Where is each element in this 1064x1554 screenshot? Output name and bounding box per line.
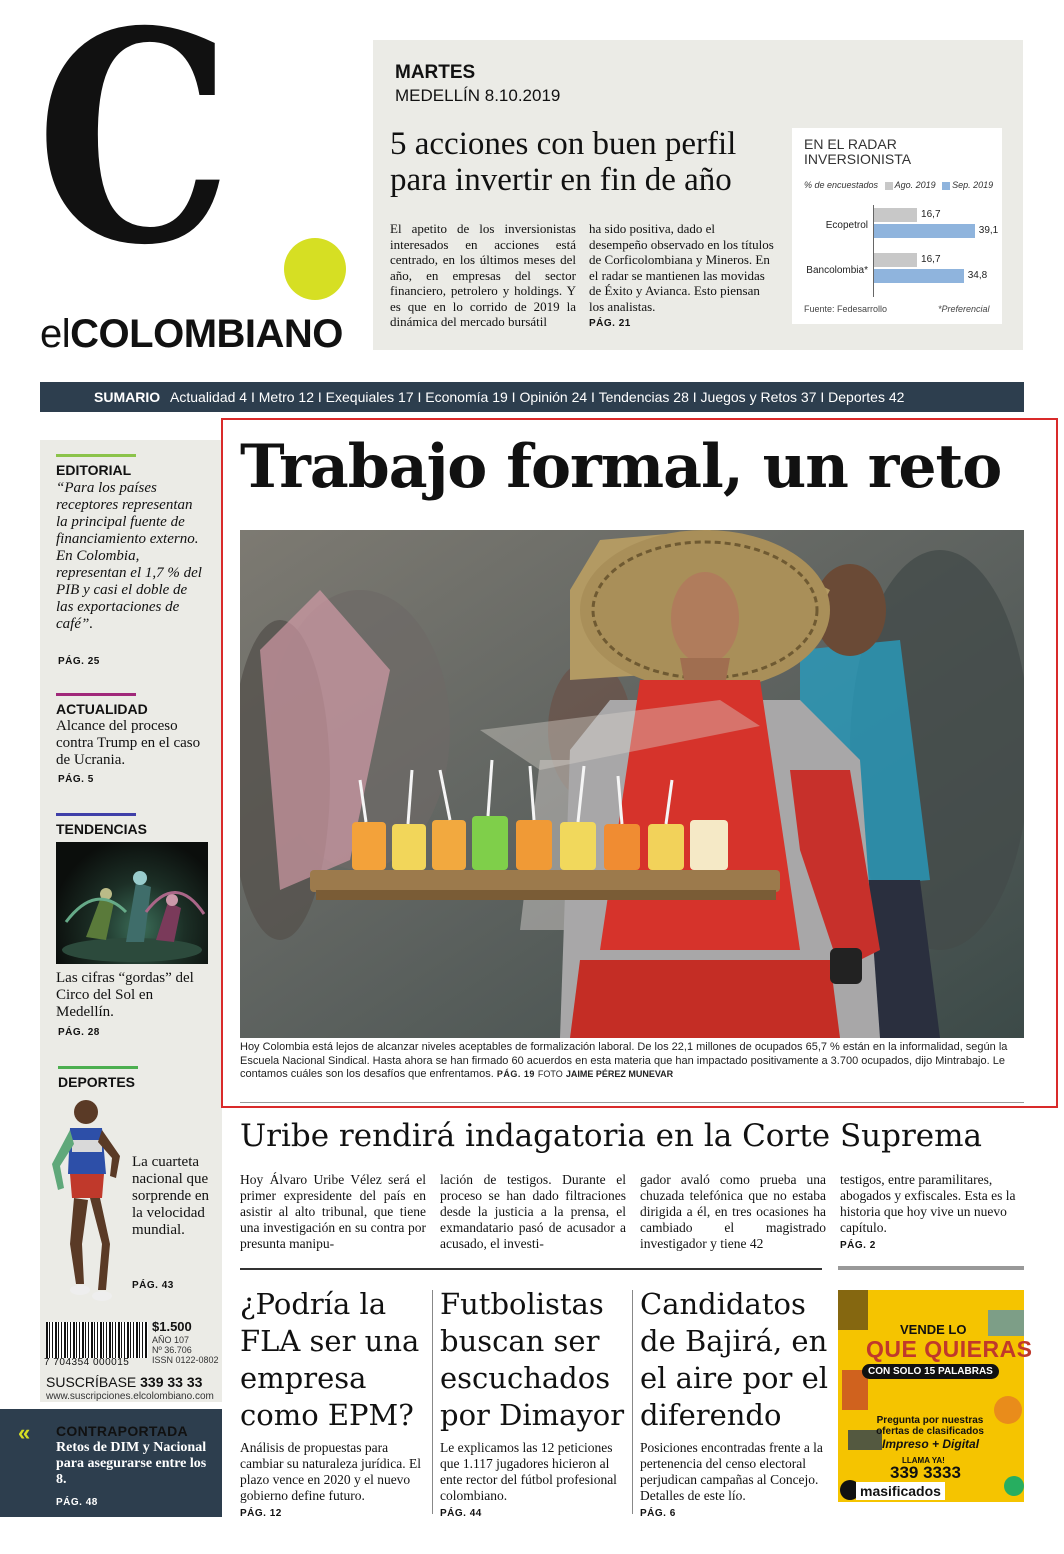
price: $1.500 [152, 1319, 192, 1334]
actualidad-title: ACTUALIDAD [56, 701, 148, 717]
caption-pag[interactable]: PÁG. 19 [496, 1069, 535, 1079]
tendencias-photo[interactable] [56, 842, 208, 964]
logo-el: el [40, 312, 71, 356]
contraportada-text[interactable]: Retos de DIM y Nacional para asegurarse entre los 8. [56, 1440, 207, 1487]
main-caption [240, 1041, 1024, 1082]
lower-text-1-body: Análisis de propuestas para cambiar su naturaleza jurídica. El plazo vence en 2020 y el nuevo gobierno define futuro. [240, 1440, 422, 1503]
top-story-pag[interactable]: PÁG. 21 [589, 318, 631, 329]
editorial-pag[interactable]: PÁG. 25 [58, 656, 100, 667]
uribe-col-2: lación de testigos. Durante el proceso se han dado filtraciones desde la justicia a la prensa, el exmandatario pasó de acusador a acusado, el investi- [440, 1172, 626, 1251]
subscribe-label: SUSCRÍBASE [46, 1374, 137, 1390]
divider [240, 1268, 822, 1270]
ad-palabras: CON SOLO 15 PALABRAS [862, 1364, 999, 1379]
chart-bar [874, 269, 964, 283]
actualidad-accent [56, 693, 136, 696]
uribe-headline[interactable]: Uribe rendirá indagatoria en la Corte Suprema [240, 1118, 983, 1154]
ad-que-quieras: QUE QUIERAS [866, 1336, 1033, 1362]
bar-value-label: 16,7 [921, 254, 941, 265]
column-rule [432, 1290, 433, 1514]
main-photo[interactable] [240, 530, 1024, 1038]
tendencias-pag[interactable]: PÁG. 28 [58, 1027, 100, 1038]
lower-text-2-body: Le explicamos las 12 peticiones que 1.117 jugadores hicieron al ente rector del fútbol profesional colombiano. [440, 1440, 617, 1503]
actualidad-pag[interactable]: PÁG. 5 [58, 774, 94, 785]
editorial-accent [56, 454, 136, 457]
edition-year: AÑO 107 [152, 1335, 190, 1345]
bar-value-label: 39,1 [978, 225, 999, 236]
edition-number: Nº 36.706 [152, 1345, 192, 1355]
chart-note: *Preferencial [938, 304, 990, 314]
barcode [46, 1322, 148, 1358]
tendencias-title: TENDENCIAS [56, 821, 148, 837]
tendencias-accent [56, 813, 136, 816]
chart-legend [804, 180, 993, 190]
editorial-title: EDITORIAL [56, 462, 132, 478]
divider [838, 1266, 1024, 1270]
lower-pag-3[interactable]: PÁG. 6 [640, 1508, 676, 1519]
lower-headline-2[interactable]: Futbolistas buscan ser escuchados por Dimayor [440, 1287, 625, 1432]
uribe-col-3: gador avaló como prueba una chuzada telefónica que no estaba dirigida a él, en tres ocasiones ha cambiado el magistrado investigador y tiene 42 [640, 1172, 826, 1251]
sumario-label: SUMARIO [94, 389, 161, 405]
logo-letter: C [36, 0, 233, 309]
juice-vendor-illustration [240, 530, 1024, 1038]
subscribe-url[interactable]: www.suscripciones.elcolombiano.com [46, 1391, 214, 1402]
deportes-pag[interactable]: PÁG. 43 [132, 1280, 174, 1291]
top-story-col-1: El apetito de los inversionistas interesados en acciones está centrado, en los últimos meses del año, en empresas del sector financiero, petrolero y holdings. Y es que en lo corrido de 2019 la dinámica del mercado bursátil [390, 221, 576, 329]
category-label: Bancolombia* [806, 265, 868, 276]
top-story-col-2-text: ha sido positiva, dado el desempeño observado en los títulos de Corficolombiana y Mineros. En el radar se mantienen las movidas de Éxito y Avianca. Esto piensan los analistas. [589, 221, 774, 314]
juice-cups [352, 816, 728, 870]
edition-info [152, 1335, 219, 1365]
ad-brand: masificados [856, 1482, 945, 1500]
logo-name: COLOMBIANO [70, 312, 343, 356]
legend-label-sep: Sep. 2019 [952, 180, 994, 190]
main-headline[interactable]: Trabajo formal, un reto [240, 432, 1002, 502]
actualidad-text[interactable]: Alcance del proceso contra Trump en el caso de Ucrania. [56, 718, 201, 768]
column-rule [632, 1290, 633, 1514]
photo-credit-label: FOTO [537, 1069, 563, 1079]
chart-bar [874, 253, 917, 267]
lower-pag-2[interactable]: PÁG. 44 [440, 1508, 482, 1519]
ad-impreso: Impreso + Digital [882, 1437, 980, 1451]
category-label: Ecopetrol [825, 220, 868, 231]
barcode-number: 7 704354 000015 [44, 1357, 130, 1368]
legend-swatch-sep [942, 182, 950, 190]
edition-issn: ISSN 0122-0802 [152, 1355, 219, 1365]
bar-value-label: 34,8 [967, 270, 988, 281]
uribe-pag[interactable]: PÁG. 2 [840, 1240, 876, 1251]
subscribe-phone: 339 33 33 [140, 1374, 203, 1390]
issue-day: MARTES [395, 62, 476, 83]
caption-text: Hoy Colombia está lejos de alcanzar niveles aceptables de formalización laboral. De los 22,1 millones de ocupados 65,7 % están en la informalidad, según la Escuela Nacional Sindical. Hasta ahora se han firmado 60 acuerdos en esta materia que han impactado positivamente a 3.700 ocupados, dijo Mintrabajo. Le contamos cuáles son los desafíos que enfrentamos. [240, 1041, 1008, 1080]
legend-label-ago: Ago. 2019 [894, 180, 936, 190]
uribe-col-4-text: testigos, entre paramilitares, abogados y exfiscales. Esta es la historia que hoy vive un nuevo capítulo. [840, 1172, 1016, 1235]
deportes-accent [58, 1066, 138, 1069]
ad-llama: LLAMA YA! [902, 1456, 945, 1465]
bar-value-label: 16,7 [921, 209, 941, 220]
contraportada-title: CONTRAPORTADA [56, 1423, 188, 1439]
legend-swatch-ago [885, 182, 893, 190]
chart-bar [874, 208, 917, 222]
ad-phone[interactable]: 339 3333 [890, 1463, 961, 1482]
deportes-text[interactable]: La cuarteta nacional que sorprende en la velocidad mundial. [132, 1154, 210, 1238]
lower-headline-1[interactable]: ¿Podría la FLA ser una empresa como EPM? [240, 1287, 420, 1432]
ad-pregunta: Pregunta por nuestras ofertas de clasificados [876, 1415, 984, 1437]
sumario-bar [40, 382, 1024, 412]
divider [240, 1102, 1024, 1103]
lower-text-2 [440, 1440, 626, 1522]
photo-credit: JAIME PÉREZ MUNEVAR [565, 1069, 674, 1079]
sumario-items[interactable]: Actualidad 4 I Metro 12 I Exequiales 17 I Economía 19 I Opinión 24 I Tendencias 28 I Juegos y Retos 37 I Deportes 42 [170, 389, 905, 405]
contraportada-pag[interactable]: PÁG. 48 [56, 1497, 98, 1508]
uribe-col-1: Hoy Álvaro Uribe Vélez será el primer expresidente del país en asistir al alto tribunal, que tiene una investigación en su contra por presunta manipu- [240, 1172, 426, 1251]
lower-text-3 [640, 1440, 826, 1522]
lower-headline-3[interactable]: Candidatos de Bajirá, en el aire por el diferendo [640, 1287, 829, 1432]
chart-title: EN EL RADAR INVERSIONISTA [804, 136, 912, 167]
lower-text-1 [240, 1440, 426, 1522]
logo-wordmark[interactable] [40, 312, 343, 357]
lower-text-3-body: Posiciones encontradas frente a la pertenencia del censo electoral perjudican campañas al Concejo. Detalles de este lío. [640, 1440, 823, 1503]
uribe-col-4 [840, 1172, 1026, 1254]
athlete-photo[interactable] [40, 1094, 130, 1312]
top-story-col-2 [589, 221, 775, 332]
lower-pag-1[interactable]: PÁG. 12 [240, 1508, 282, 1519]
chart-bar [874, 224, 975, 238]
runner-illustration [40, 1094, 130, 1312]
tendencias-text[interactable]: Las cifras “gordas” del Circo del Sol en Medellín. [56, 970, 194, 1020]
deportes-title: DEPORTES [58, 1074, 136, 1090]
logo-dot [284, 238, 346, 300]
chart-source: Fuente: Fedesarrollo [804, 304, 888, 314]
top-story-headline[interactable]: 5 acciones con buen perfil para invertir en fin de año [390, 126, 737, 198]
double-chevron-left-icon: « [18, 1420, 31, 1445]
editorial-text[interactable]: “Para los países receptores representan la principal fuente de financiamiento externo. En Colombia, representan el 1,7 % del PIB y casi el doble de las exportaciones de café”. [56, 480, 202, 632]
subscribe-line[interactable] [46, 1374, 202, 1390]
issue-city-date: MEDELLÍN 8.10.2019 [395, 86, 561, 105]
ad-vende: VENDE LO [900, 1322, 967, 1337]
chart-subtitle: % de encuestados [804, 180, 879, 190]
circus-performers-illustration [56, 842, 208, 964]
